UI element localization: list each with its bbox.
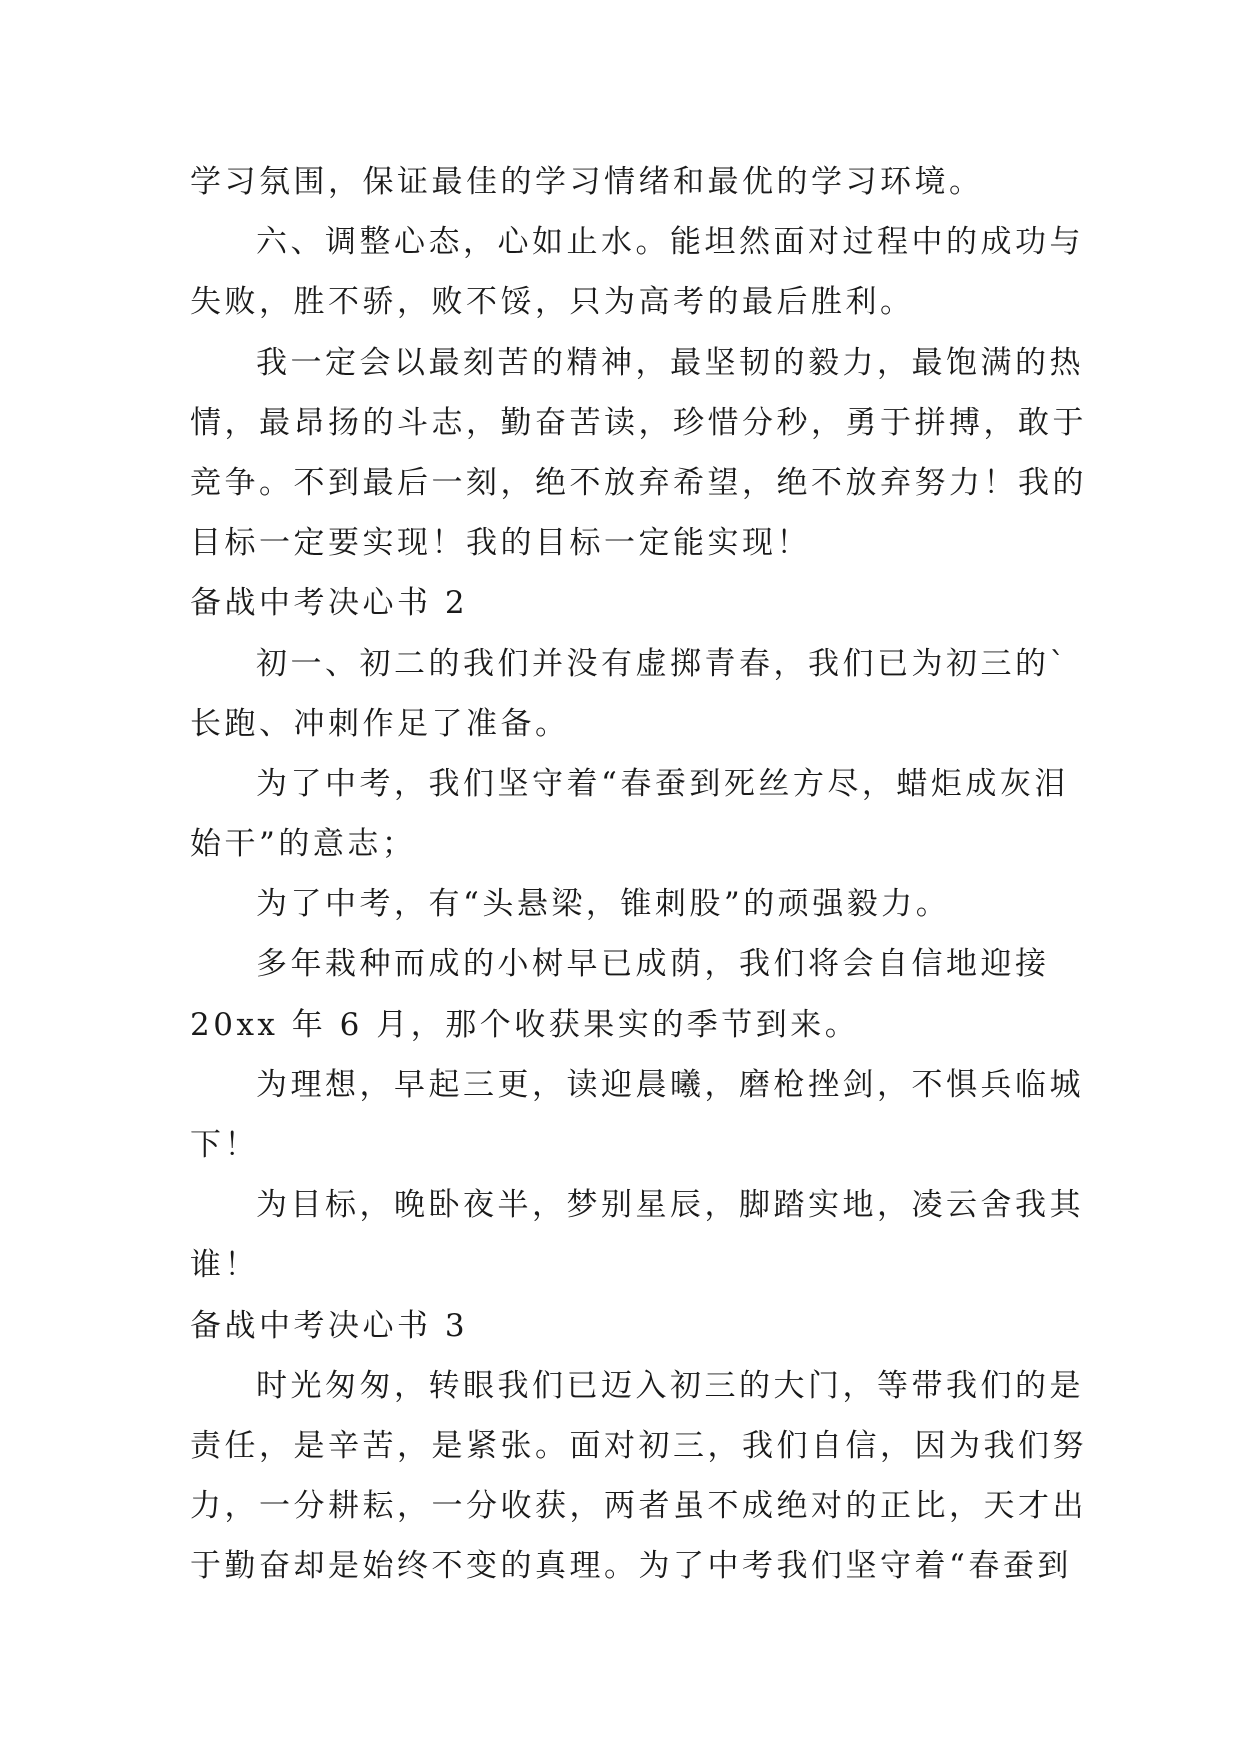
text-line: 20xx 年 6 月，那个收获果实的季节到来。 — [190, 1006, 860, 1043]
text-line: 于勤奋却是始终不变的真理。为了中考我们坚守着“春蚕到 — [190, 1548, 1072, 1585]
text-line: 为了中考，有“头悬梁，锥刺股”的顽强毅力。 — [256, 886, 951, 923]
text-line: 为了中考，我们坚守着“春蚕到死丝方尽，蜡炬成灰泪 — [256, 765, 1069, 802]
text-line: 长跑、冲刺作足了准备。 — [190, 705, 570, 742]
text-line: 谁！ — [190, 1247, 259, 1284]
text-line: 竞争。不到最后一刻，绝不放弃希望，绝不放弃努力！我的 — [190, 464, 1087, 501]
section-heading: 备战中考决心书 3 — [190, 1307, 469, 1344]
text-line: 我一定会以最刻苦的精神，最坚韧的毅力，最饱满的热 — [256, 344, 1084, 381]
text-line: 为理想，早起三更，读迎晨曦，磨枪挫剑，不惧兵临城 — [256, 1066, 1084, 1103]
text-line: 时光匆匆，转眼我们已迈入初三的大门，等带我们的是 — [256, 1367, 1084, 1404]
text-line: 初一、初二的我们并没有虚掷青春，我们已为初三的` — [256, 645, 1069, 682]
text-line: 为目标，晚卧夜半，梦别星辰，脚踏实地，凌云舍我其 — [256, 1187, 1084, 1224]
text-line: 目标一定要实现！我的目标一定能实现！ — [190, 525, 811, 562]
section-heading: 备战中考决心书 2 — [190, 585, 469, 622]
text-line: 多年栽种而成的小树早已成荫，我们将会自信地迎接 — [256, 946, 1050, 983]
text-line: 责任，是辛苦，是紧张。面对初三，我们自信，因为我们努 — [190, 1427, 1087, 1464]
text-line: 力，一分耕耘，一分收获，两者虽不成绝对的正比，天才出 — [190, 1488, 1087, 1525]
document-body — [190, 152, 1087, 1597]
text-line: 学习氛围，保证最佳的学习情绪和最优的学习环境。 — [190, 164, 984, 200]
text-line: 六、调整心态，心如止水。能坦然面对过程中的成功与 — [256, 224, 1084, 261]
text-line: 失败，胜不骄，败不馁，只为高考的最后胜利。 — [190, 284, 915, 321]
text-line: 情，最昂扬的斗志，勤奋苦读，珍惜分秒，勇于拼搏，敢于 — [190, 404, 1087, 441]
text-line: 始干”的意志； — [190, 826, 417, 863]
text-line: 下！ — [190, 1127, 259, 1163]
